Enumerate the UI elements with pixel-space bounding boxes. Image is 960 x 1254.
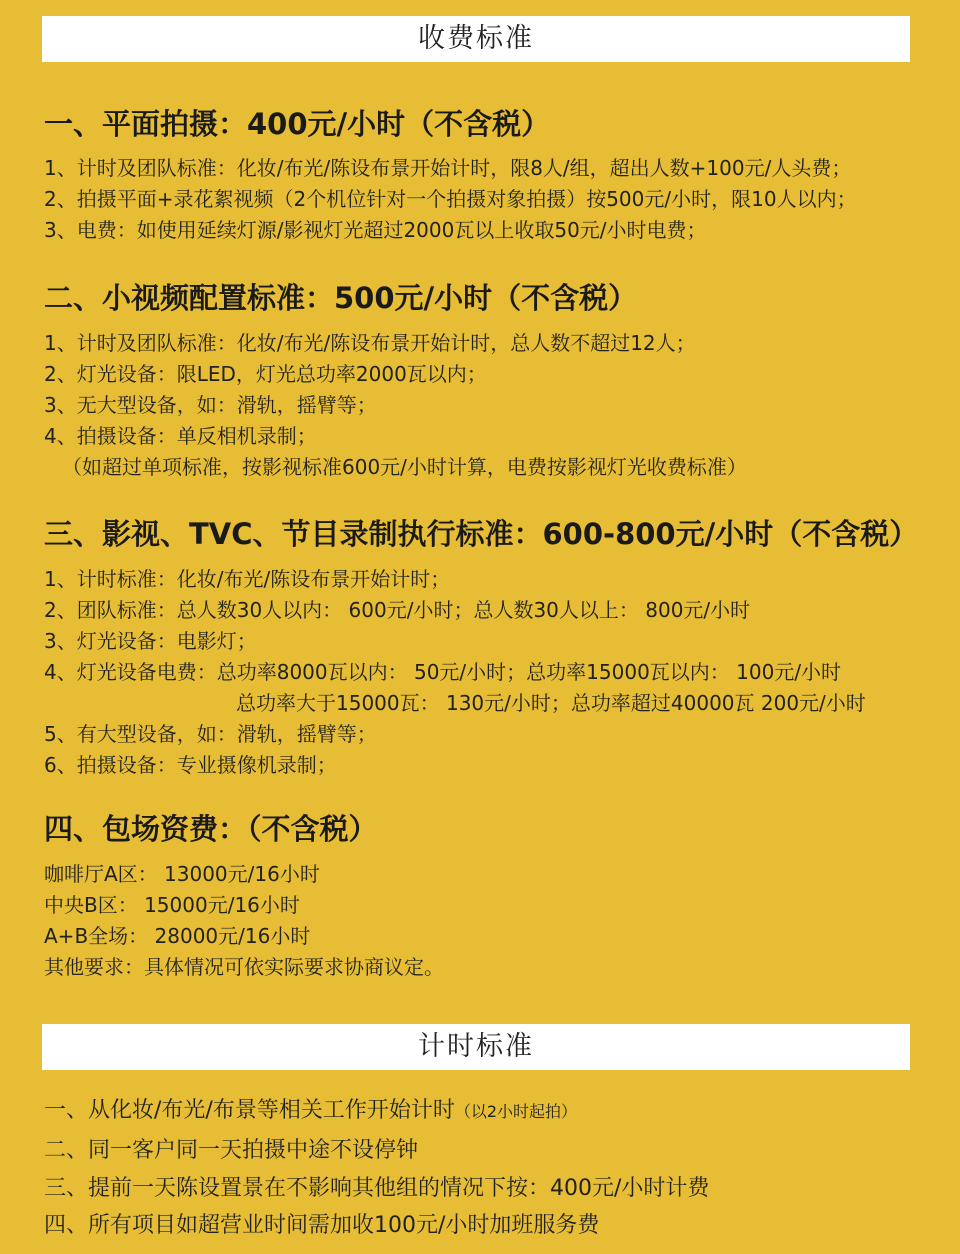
timing-standard-banner: 计时标准 bbox=[42, 1024, 910, 1070]
section-2-line-3: 3、无大型设备，如：滑轨，摇臂等； bbox=[44, 393, 377, 417]
section-3-line-2: 2、团队标准：总人数30人以内： 600元/小时；总人数30人以上： 800元/小时 bbox=[44, 598, 751, 622]
timing-line-1-note: （以2小时起拍） bbox=[454, 1102, 578, 1121]
pricing-standard-banner: 收费标准 bbox=[42, 16, 910, 62]
timing-line-1 bbox=[44, 1097, 577, 1126]
section-4-line-1: 咖啡厅A区： 13000元/16小时 bbox=[44, 862, 320, 886]
timing-line-4: 四、所有项目如超营业时间需加收100元/小时加班服务费 bbox=[44, 1213, 600, 1238]
section-1-line-3: 3、电费：如使用延续灯源/影视灯光超过2000瓦以上收取50元/小时电费； bbox=[44, 218, 707, 242]
section-3-line-4: 4、灯光设备电费：总功率8000瓦以内： 50元/小时；总功率15000瓦以内： 100元/小时 bbox=[44, 660, 842, 684]
section-2-line-4: 4、拍摄设备：单反相机录制； bbox=[44, 424, 317, 448]
section-4-line-3: A+B全场： 28000元/16小时 bbox=[44, 924, 311, 948]
section-2-note: （如超过单项标准，按影视标准600元/小时计算，电费按影视灯光收费标准） bbox=[62, 455, 747, 479]
section-3-line-4-cont: 总功率大于15000瓦： 130元/小时；总功率超过40000瓦 200元/小时 bbox=[236, 691, 866, 715]
section-3-line-3: 3、灯光设备：电影灯； bbox=[44, 629, 257, 653]
section-3-line-5: 5、有大型设备，如：滑轨，摇臂等； bbox=[44, 722, 377, 746]
section-2-line-1: 1、计时及团队标准：化妆/布光/陈设布景开始计时，总人数不超过12人； bbox=[44, 331, 696, 355]
timing-line-1-main: 一、从化妆/布光/布景等相关工作开始计时 bbox=[44, 1098, 455, 1123]
section-3-line-6: 6、拍摄设备：专业摄像机录制； bbox=[44, 753, 337, 777]
section-4-title: 四、包场资费：（不含税） bbox=[44, 812, 378, 846]
section-3-title: 三、影视、TVC、节目录制执行标准：600-800元/小时（不含税） bbox=[44, 517, 919, 551]
section-1-line-2: 2、拍摄平面+录花絮视频（2个机位针对一个拍摄对象拍摄）按500元/小时，限10人以内； bbox=[44, 187, 857, 211]
section-4-line-2: 中央B区： 15000元/16小时 bbox=[44, 893, 300, 917]
section-2-title: 二、小视频配置标准：500元/小时（不含税） bbox=[44, 281, 638, 315]
section-1-line-1: 1、计时及团队标准：化妆/布光/陈设布景开始计时，限8人/组，超出人数+100元/人头费； bbox=[44, 156, 852, 180]
section-3-line-1: 1、计时标准：化妆/布光/陈设布景开始计时； bbox=[44, 567, 451, 591]
section-4-line-4: 其他要求：具体情况可依实际要求协商议定。 bbox=[44, 955, 444, 979]
section-2-line-2: 2、灯光设备：限LED，灯光总功率2000瓦以内； bbox=[44, 362, 487, 386]
timing-line-3: 三、提前一天陈设置景在不影响其他组的情况下按：400元/小时计费 bbox=[44, 1176, 710, 1201]
timing-line-2: 二、同一客户同一天拍摄中途不设停钟 bbox=[44, 1138, 419, 1163]
section-1-title: 一、平面拍摄：400元/小时（不含税） bbox=[44, 107, 551, 141]
